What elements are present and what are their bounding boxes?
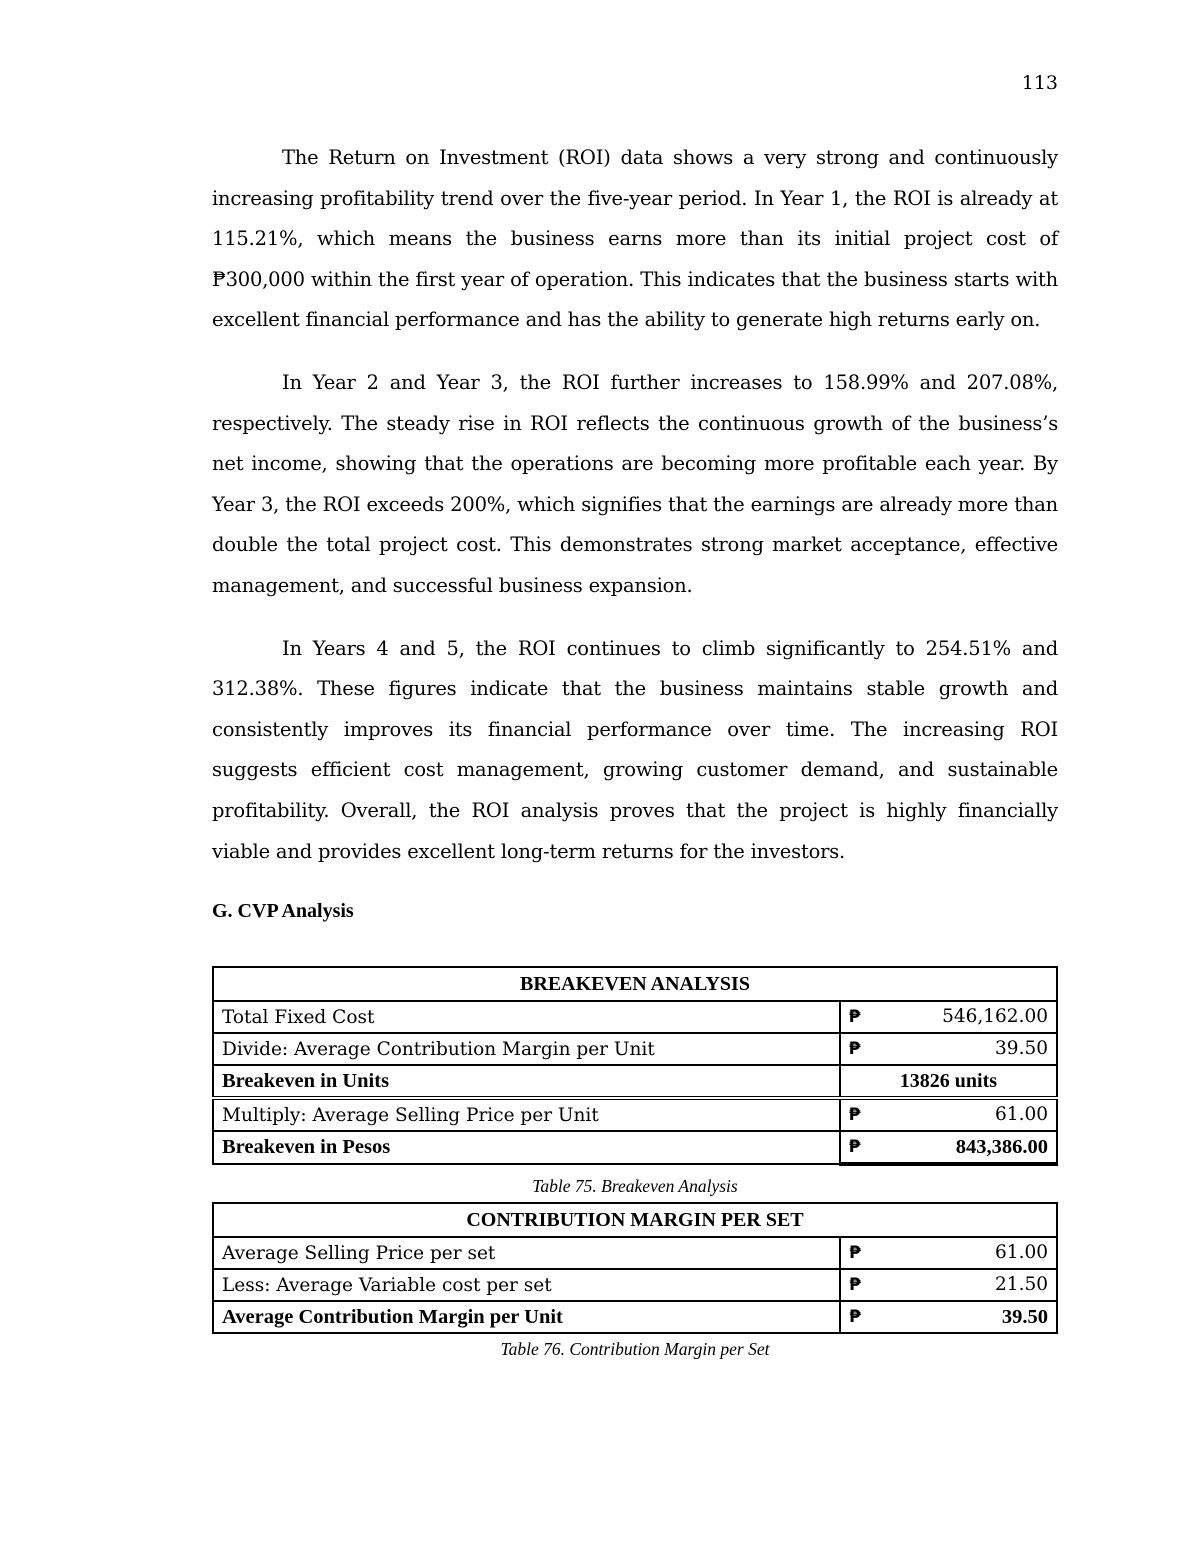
table-row — [213, 1131, 1057, 1164]
breakeven-table-title: BREAKEVEN ANALYSIS — [213, 967, 1057, 1001]
row-value: 61.00 — [995, 1104, 1048, 1125]
row-label: Multiply: Average Selling Price per Unit — [213, 1098, 840, 1131]
row-value: 843,386.00 — [955, 1136, 1048, 1158]
peso-sign: ₱ — [848, 1105, 861, 1125]
row-value: 546,162.00 — [942, 1006, 1048, 1027]
peso-sign: ₱ — [849, 1243, 861, 1263]
row-value: 39.50 — [995, 1038, 1048, 1059]
row-label: Breakeven in Pesos — [213, 1131, 840, 1164]
table-row — [213, 1237, 1057, 1269]
cm-table-title: CONTRIBUTION MARGIN PER SET — [213, 1203, 1057, 1237]
row-label: Average Contribution Margin per Unit — [213, 1301, 840, 1333]
row-amount — [840, 1237, 1057, 1269]
row-label: Total Fixed Cost — [213, 1001, 840, 1033]
row-value: 21.50 — [995, 1274, 1048, 1295]
row-amount — [840, 1301, 1057, 1333]
breakeven-table — [212, 966, 1058, 1166]
row-value: 61.00 — [995, 1242, 1048, 1263]
table-row — [213, 1001, 1057, 1033]
table-row — [213, 1098, 1057, 1131]
paragraph-roi-year4-5: In Years 4 and 5, the ROI continues to climb significantly to 254.51% and 312.38%. These figures indicate that the business maintains stable growth and consistently improves its financial performance over time. The increasing ROI suggests efficient cost management, growing customer demand, and sustainable profitability. Overall, the ROI analysis proves that the project is highly financially viable and provides excellent long-term returns for the investors. — [212, 636, 1058, 863]
row-label: Breakeven in Units — [213, 1065, 840, 1098]
row-label: Divide: Average Contribution Margin per Unit — [213, 1033, 840, 1065]
peso-sign: ₱ — [849, 1275, 861, 1295]
row-amount — [840, 1131, 1057, 1164]
row-label: Average Selling Price per set — [213, 1237, 840, 1269]
row-value: 39.50 — [1001, 1306, 1048, 1328]
breakeven-units-value: 13826 units — [840, 1065, 1057, 1098]
peso-sign: ₱ — [848, 1007, 861, 1027]
row-amount — [840, 1033, 1057, 1065]
peso-sign: ₱ — [849, 1307, 861, 1327]
table-row — [213, 1033, 1057, 1065]
peso-sign: ₱ — [848, 1137, 861, 1157]
row-amount — [840, 1269, 1057, 1301]
contribution-margin-table — [212, 1202, 1058, 1334]
table-row — [213, 1301, 1057, 1333]
row-label: Less: Average Variable cost per set — [213, 1269, 840, 1301]
paragraph-roi-year1: The Return on Investment (ROI) data shows a very strong and continuously increasing profitability trend over the five-year period. In Year 1, the ROI is already at 115.21%, which means the business earns more than its initial project cost of ₱300,000 within the first year of operation. This indicates that the business starts with excellent financial performance and has the ability to generate high returns early on. — [212, 146, 1058, 332]
page-number: 113 — [1021, 72, 1058, 94]
table-caption: Table 75. Breakeven Analysis — [532, 1176, 738, 1196]
table-caption: Table 76. Contribution Margin per Set — [500, 1339, 770, 1359]
row-amount — [840, 1098, 1057, 1131]
table-row — [213, 1269, 1057, 1301]
table-row — [213, 1065, 1057, 1098]
paragraph-roi-year2-3: In Year 2 and Year 3, the ROI further increases to 158.99% and 207.08%, respectively. The steady rise in ROI reflects the continuous growth of the business’s net income, showing that the operations are becoming more profitable each year. By Year 3, the ROI exceeds 200%, which signifies that the earnings are already more than double the total project cost. This demonstrates strong market acceptance, effective management, and successful business expansion. — [212, 370, 1058, 597]
row-amount — [840, 1001, 1057, 1033]
section-heading: G. CVP Analysis — [212, 900, 354, 922]
body-text — [212, 138, 1058, 894]
peso-sign: ₱ — [848, 1039, 861, 1059]
